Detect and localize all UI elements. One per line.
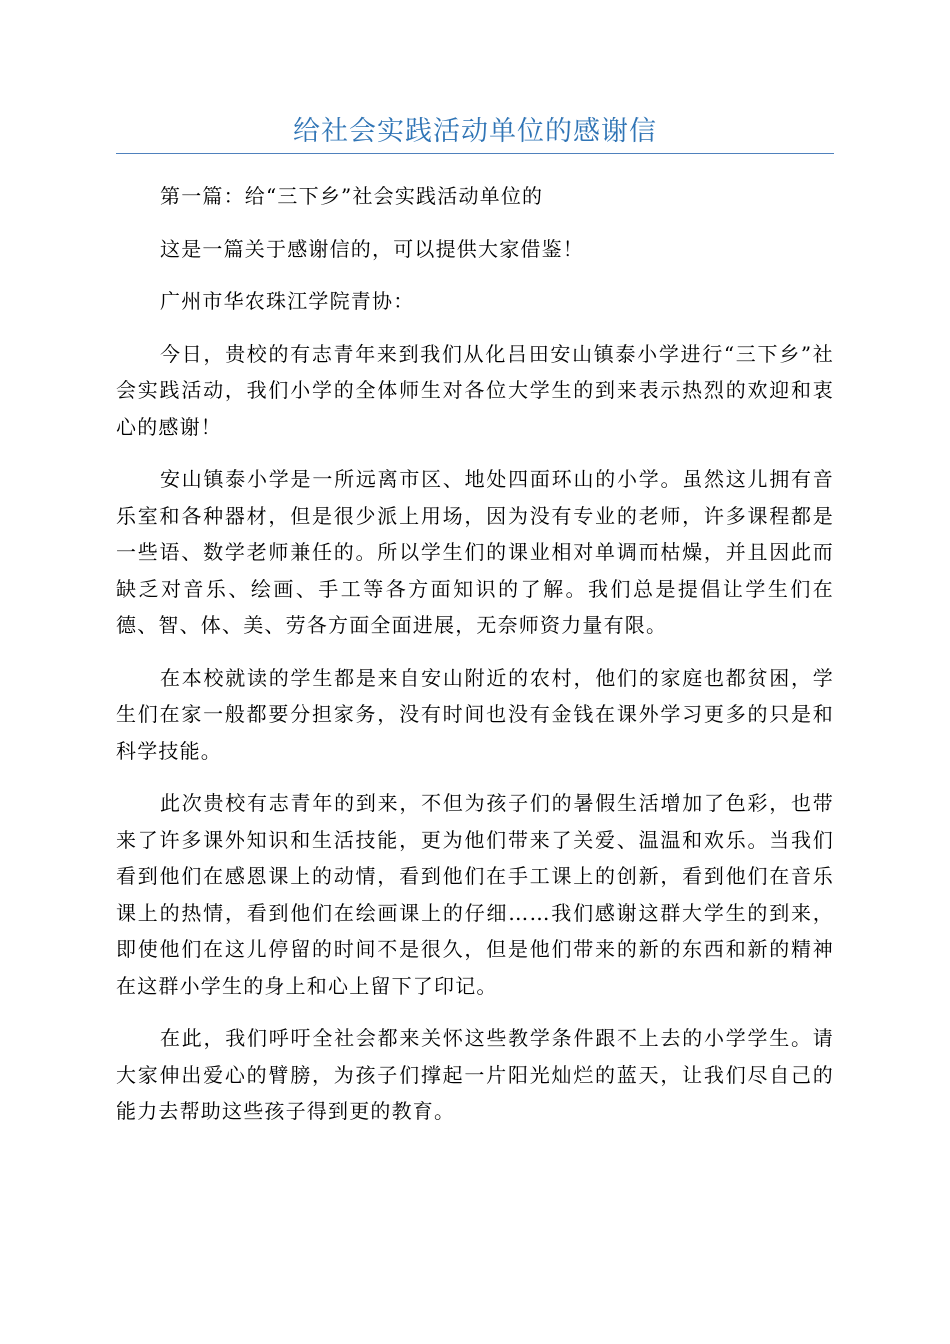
paragraph-school-description: 安山镇泰小学是一所远离市区、地处四面环山的小学。虽然这儿拥有音乐室和各种器材，但是很少派上用场，因为没有专业的老师，许多课程都是一些语、数学老师兼任的。所以学生们的课业相对单调而枯燥，并且因此而缺乏对音乐、绘画、手工等各方面知识的了解。我们总是提倡让学生们在德、智、体、美、劳各方面全面进展，无奈师资力量有限。 [116,467,834,637]
paragraph-salutation: 广州市华农珠江学院青协： [160,289,415,313]
document-title: 给社会实践活动单位的感谢信 [293,116,657,147]
document-body [116,178,834,1146]
paragraph-gratitude: 此次贵校有志青年的到来，不但为孩子们的暑假生活增加了色彩，也带来了许多课外知识和生活技能，更为他们带来了关爱、温温和欢乐。当我们看到他们在感恩课上的动情，看到他们在手工课上的创新，看到他们在音乐课上的热情，看到他们在绘画课上的仔细……我们感谢这群大学生的到来，即使他们在这儿停留的时间不是很久，但是他们带来的新的东西和新的精神在这群小学生的身上和心上留下了印记。 [116,791,834,998]
paragraph-appeal: 在此，我们呼吁全社会都来关怀这些教学条件跟不上去的小学学生。请大家伸出爱心的臂膀，为孩子们撑起一片阳光灿烂的蓝天，让我们尽自己的能力去帮助这些孩子得到更的教育。 [116,1026,834,1123]
paragraph-students-background: 在本校就读的学生都是来自安山附近的农村，他们的家庭也都贫困，学生们在家一般都要分担家务，没有时间也没有金钱在课外学习更多的只是和科学技能。 [116,665,834,763]
paragraph-intro: 这是一篇关于感谢信的，可以提供大家借鉴！ [160,236,584,261]
title-underline [116,153,834,154]
paragraph-heading: 第一篇：给“三下乡”社会实践活动单位的 [160,184,544,208]
paragraph-welcome: 今日，贵校的有志青年来到我们从化吕田安山镇泰小学进行“三下乡”社会实践活动，我们小学的全体师生对各位大学生的到来表示热烈的欢迎和衷心的感谢！ [116,341,834,439]
